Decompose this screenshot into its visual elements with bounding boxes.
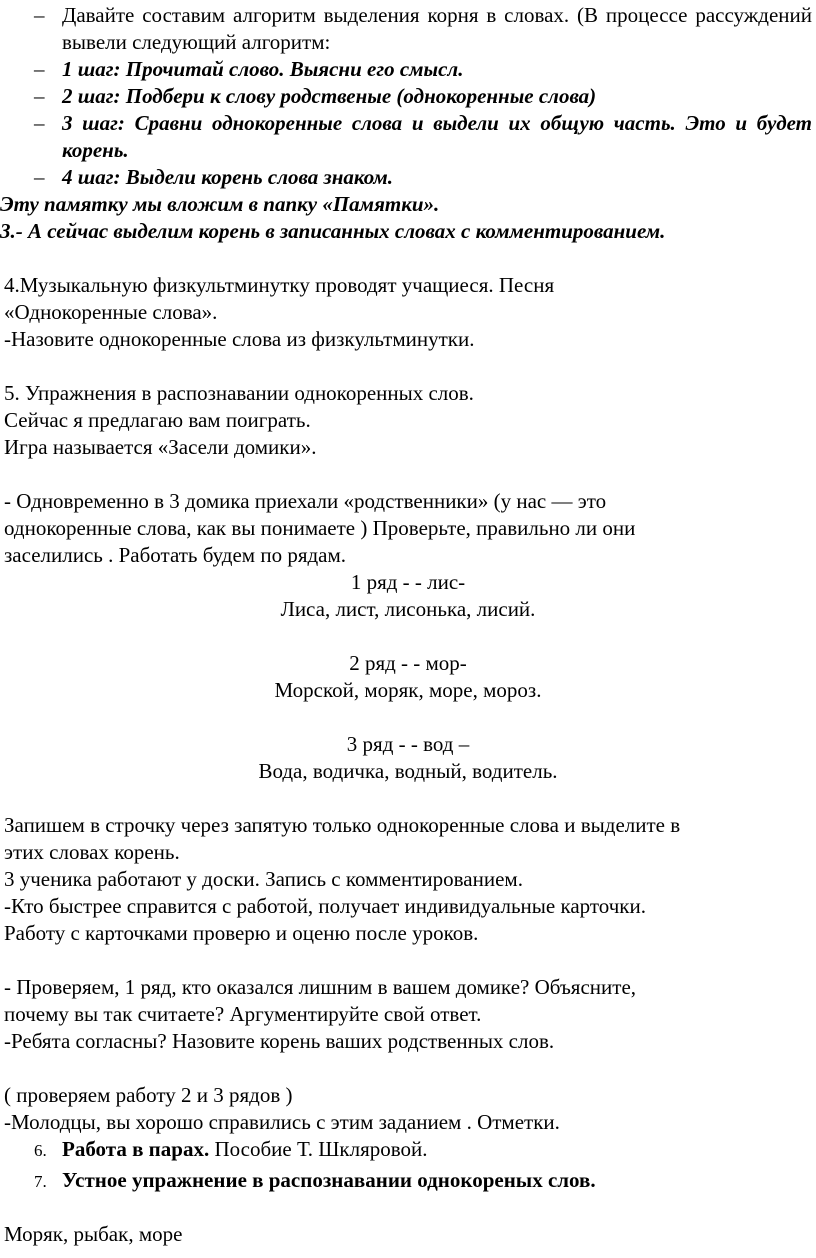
paragraph-line: -Кто быстрее справится с работой, получает индивидуальные карточки.: [4, 894, 646, 918]
paragraph-line: Игра называется «Засели домики».: [4, 435, 317, 459]
row-label: 1 ряд - - лис-: [350, 570, 466, 594]
list-item: [0, 56, 812, 83]
paragraph-line: почему вы так считаете? Аргументируйте свой ответ.: [4, 1002, 482, 1026]
row-label: 2 ряд - - мор-: [349, 651, 467, 675]
memo-line: Эту памятку мы вложим в папку «Памятки».: [0, 192, 440, 216]
dash-bullet: –: [34, 57, 45, 81]
paragraph-line: ( проверяем работу 2 и 3 рядов ): [4, 1083, 293, 1107]
dash-bullet: –: [34, 111, 45, 135]
list-item: [0, 83, 812, 110]
row-words: Морской, моряк, море, мороз.: [274, 678, 542, 702]
paragraph-line: этих словах корень.: [4, 840, 180, 864]
step-1: 1 шаг: Прочитай слово. Выясни его смысл.: [62, 57, 464, 81]
item-number: 7.: [34, 1172, 47, 1191]
paragraph-line: - Одновременно в 3 домика приехали «родственники» (у нас — это: [4, 489, 607, 513]
paragraph-line: Работу с карточками проверю и оценю после уроков.: [4, 921, 479, 945]
list-item: [0, 164, 812, 191]
paragraph-line: -Назовите однокоренные слова из физкультминутки.: [4, 327, 475, 351]
item-text: Пособие Т. Шкляровой.: [209, 1137, 428, 1161]
step-2: 2 шаг: Подбери к слову родственые (однокоренные слова): [62, 84, 597, 108]
paragraph-line: Моряк, рыбак, море: [4, 1222, 183, 1246]
item-title: Работа в парах.: [62, 1137, 210, 1161]
paragraph-line: Сейчас я предлагаю вам поиграть.: [4, 408, 311, 432]
numbered-item: [0, 1167, 816, 1194]
paragraph-line: «Однокоренные слова».: [4, 300, 218, 324]
paragraph-line: - Проверяем, 1 ряд, кто оказался лишним в вашем домике? Объясните,: [4, 975, 637, 999]
item-number: 6.: [34, 1141, 47, 1160]
row-words: Вода, водичка, водный, водитель.: [258, 759, 558, 783]
item-title: Устное упражнение в распознавании однокореных слов.: [62, 1168, 596, 1192]
paragraph-line: -Молодцы, вы хорошо справились с этим заданием . Отметки.: [4, 1110, 560, 1134]
list-item: [0, 2, 812, 56]
list-item: [0, 110, 812, 164]
algorithm-intro: Давайте составим алгоритм выделения корня в словах. (В процессе рассуждений вывели следующий алгоритм:: [62, 3, 812, 54]
row-words: Лиса, лист, лисонька, лисий.: [280, 597, 536, 621]
paragraph-line: 5. Упражнения в распознавании однокоренных слов.: [4, 381, 474, 405]
row-label: 3 ряд - - вод –: [346, 732, 470, 756]
dash-bullet: –: [34, 3, 45, 27]
paragraph-line: однокоренные слова, как вы понимаете ) Проверьте, правильно ли они: [4, 516, 636, 540]
numbered-item: [0, 1136, 816, 1163]
dash-bullet: –: [34, 84, 45, 108]
memo-line: 3.- А сейчас выделим корень в записанных словах с комментированием.: [0, 219, 666, 243]
paragraph-line: Запишем в строчку через запятую только однокоренные слова и выделите в: [4, 813, 681, 837]
dash-bullet: –: [34, 165, 45, 189]
paragraph-line: -Ребята согласны? Назовите корень ваших родственных слов.: [4, 1029, 555, 1053]
paragraph-line: 3 ученика работают у доски. Запись с комментированием.: [4, 867, 523, 891]
step-4: 4 шаг: Выдели корень слова знаком.: [62, 165, 394, 189]
step-3: 3 шаг: Сравни однокоренные слова и выдели их общую часть. Это и будет корень.: [62, 111, 812, 162]
paragraph-line: заселились . Работать будем по рядам.: [4, 543, 347, 567]
paragraph-line: 4.Музыкальную физкультминутку проводят учащиеся. Песня: [4, 273, 555, 297]
